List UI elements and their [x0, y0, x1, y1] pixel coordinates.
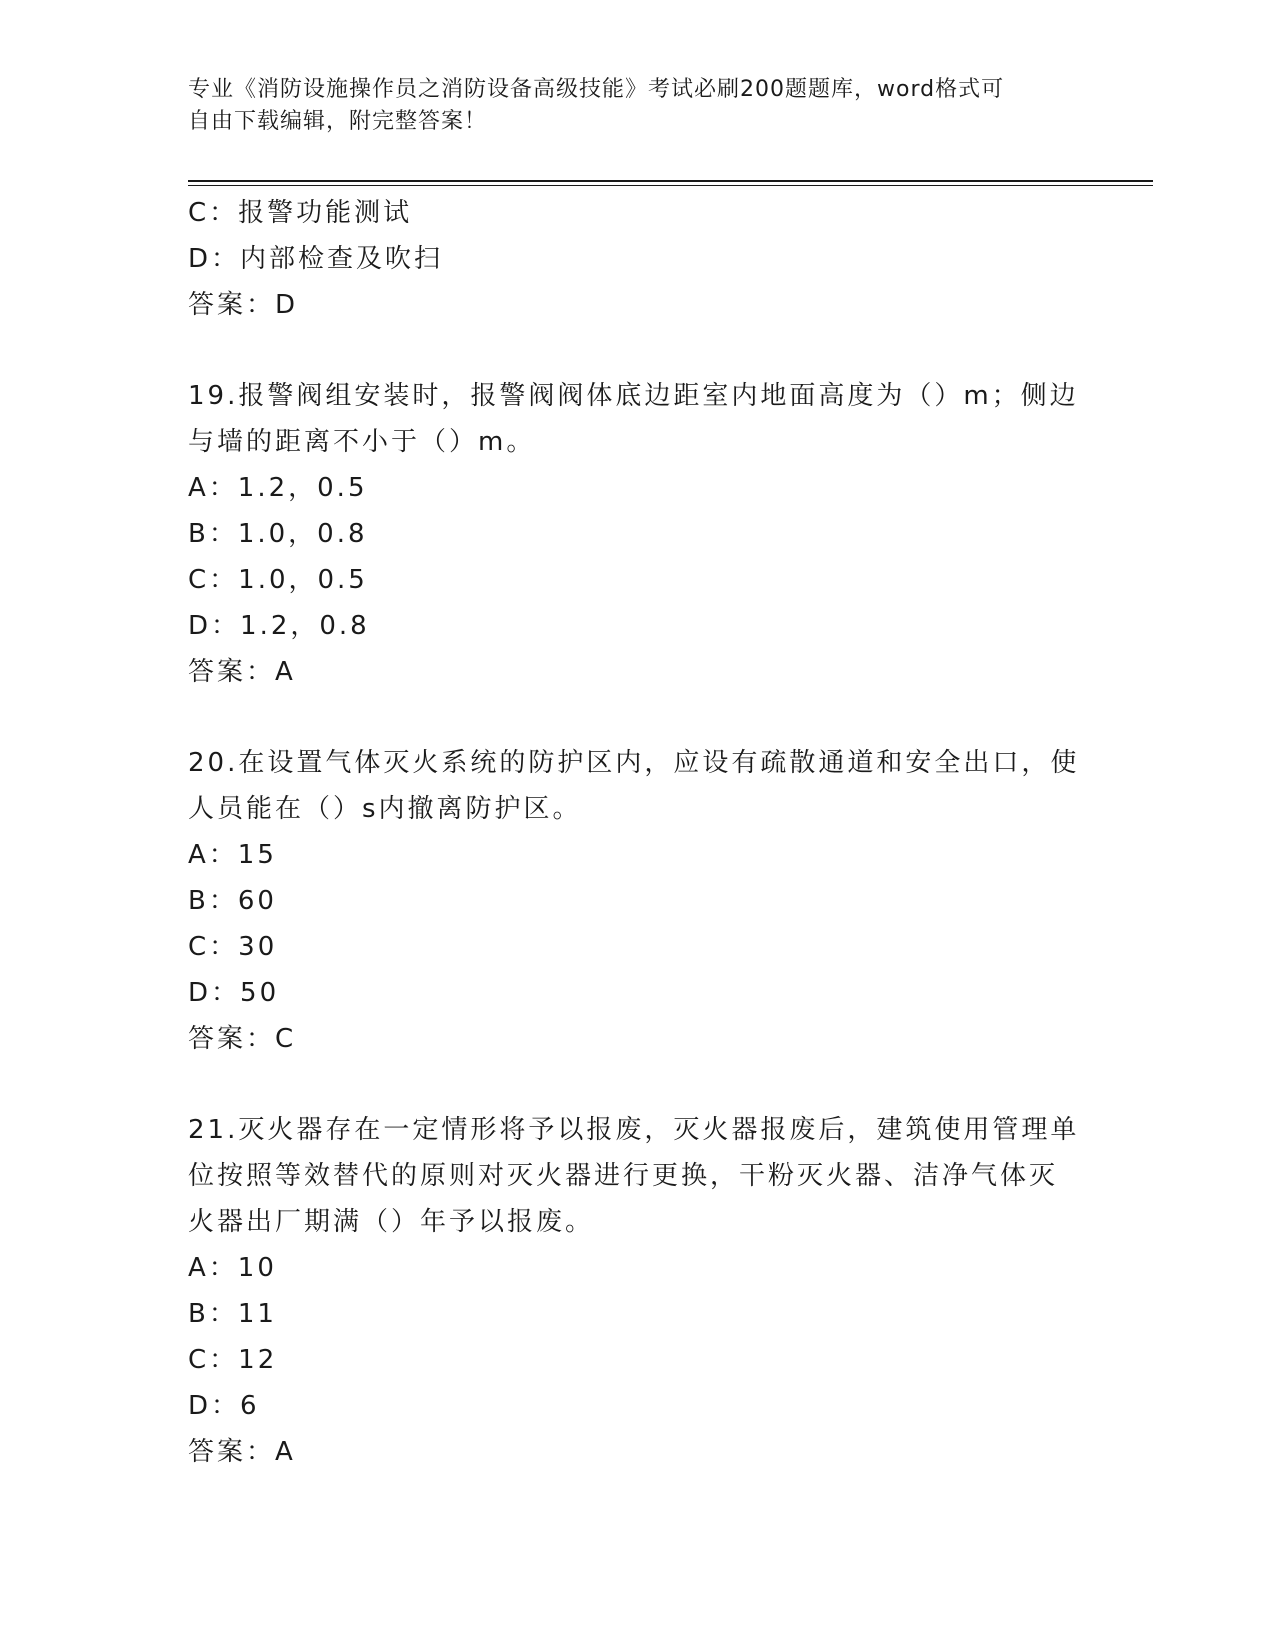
option-a: A：1.2，0.5 — [188, 473, 368, 503]
option-b: B：1.0，0.8 — [188, 519, 368, 549]
header-rule-thin — [188, 185, 1153, 186]
spacer — [188, 695, 1088, 740]
header-rule-thick — [188, 180, 1153, 182]
option-a: A：15 — [188, 840, 277, 870]
option-c: C：12 — [188, 1345, 278, 1375]
question-stem-line: 人员能在（）s内撤离防护区。 — [188, 794, 582, 824]
spacer — [188, 328, 1088, 373]
answer-line: 答案：A — [188, 1437, 296, 1467]
answer-line: 答案：C — [188, 1024, 297, 1054]
option-c: C：1.0，0.5 — [188, 565, 368, 595]
question-19 — [188, 373, 1088, 695]
option-b: B：11 — [188, 1299, 277, 1329]
question-21 — [188, 1107, 1088, 1475]
option-a: A：10 — [188, 1253, 277, 1283]
question-stem-line: 20.在设置气体灭火系统的防护区内，应设有疏散通道和安全出口，使 — [188, 748, 1080, 778]
option-d: D：1.2，0.8 — [188, 611, 370, 641]
header-line-1: 专业《消防设施操作员之消防设备高级技能》考试必刷200题题库，word格式可 — [188, 77, 1005, 102]
option-d: D：6 — [188, 1391, 260, 1421]
answer-line: 答案：D — [188, 290, 299, 320]
option-d: D：50 — [188, 978, 280, 1008]
option-c: C：30 — [188, 932, 278, 962]
answer-line: 答案：A — [188, 657, 296, 687]
question-list — [188, 190, 1088, 1475]
document-header — [188, 74, 1088, 138]
question-stem-line: 位按照等效替代的原则对灭火器进行更换，干粉灭火器、洁净气体灭 — [188, 1161, 1059, 1191]
option-b: B：60 — [188, 886, 277, 916]
question-stem-line: 与墙的距离不小于（）m。 — [188, 427, 536, 457]
option-d: D：内部检查及吹扫 — [188, 244, 444, 274]
spacer — [188, 1062, 1088, 1107]
option-c: C：报警功能测试 — [188, 198, 413, 228]
question-stem-line: 火器出厂期满（）年予以报废。 — [188, 1207, 595, 1237]
question-stem-line: 21.灭火器存在一定情形将予以报废，灭火器报废后，建筑使用管理单 — [188, 1115, 1080, 1145]
question-stem-line: 19.报警阀组安装时，报警阀阀体底边距室内地面高度为（）m；侧边 — [188, 381, 1079, 411]
header-line-2: 自由下载编辑，附完整答案！ — [188, 109, 488, 134]
question-20 — [188, 740, 1088, 1062]
carryover-block — [188, 190, 1088, 328]
